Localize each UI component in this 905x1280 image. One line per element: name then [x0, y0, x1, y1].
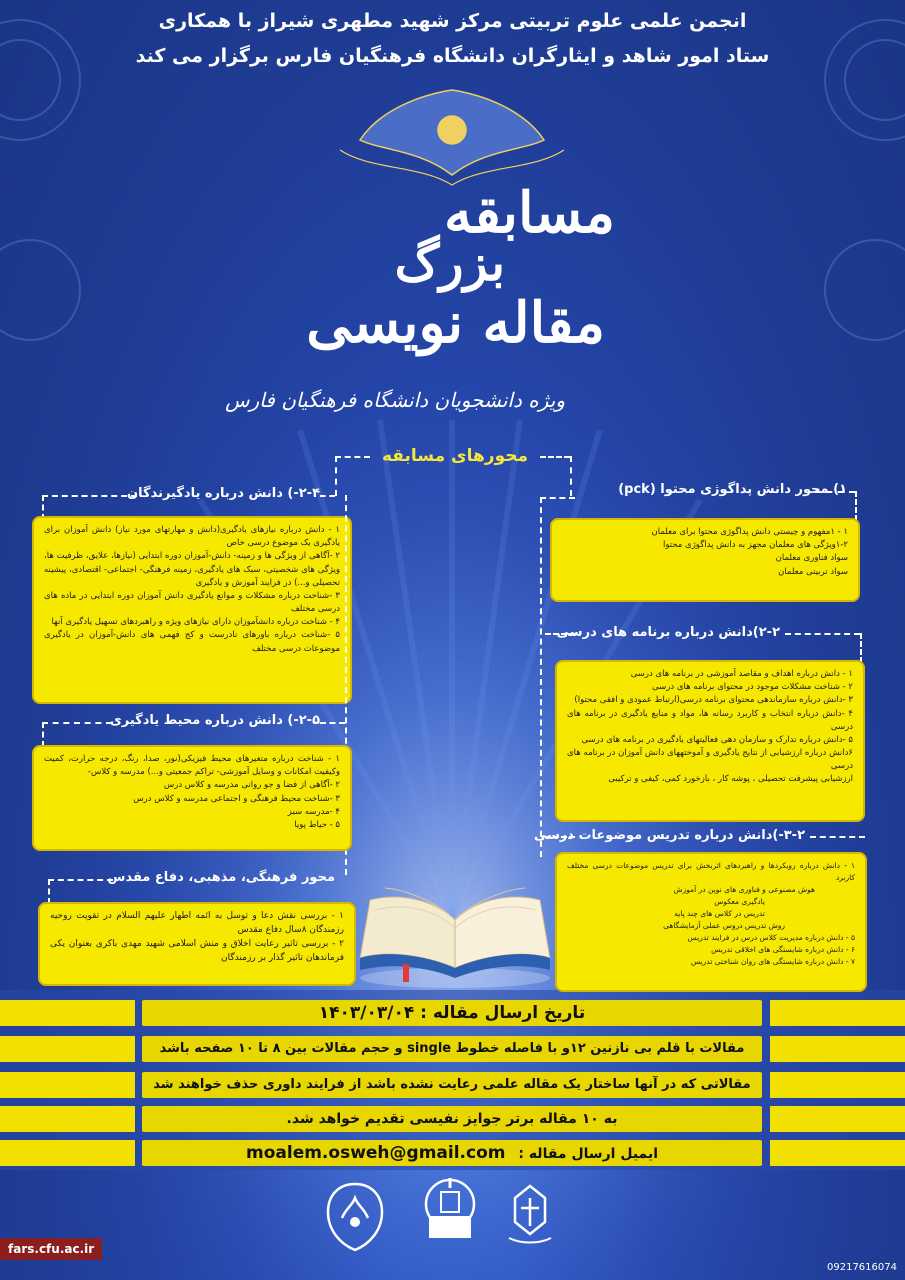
structure-bar: مقالاتی که در آنها ساختار یک مقاله علمی رعایت نشده باشد از فرایند داوری حذف خواهند شد — [142, 1072, 762, 1098]
curriculum-item: ۳ -دانش درباره سازماندهی محتوای برنامه درسی(ارتباط عمودی و افقی محتوا) — [574, 695, 853, 706]
environment-item: ۵ - حیاط پویا — [294, 819, 340, 830]
curriculum-item: ۶دانش درباره ارزشیابی از نتایج یادگیری و آموختههای دانش آموزان در برنامه های درسی — [567, 748, 853, 772]
curriculum-item: ۵ -دانش درباره تدارک و سازمان دهی فعالیتهای یادگیری در برنامه های درسی — [581, 734, 853, 745]
prizes-bar: به ۱۰ مقاله برتر جوایز نفیسی تقدیم خواهد شد. — [142, 1106, 762, 1132]
section-title-culture: محور فرهنگی، مذهبی، دفاع مقدس — [107, 870, 335, 885]
connector-line — [42, 722, 44, 747]
connector-line — [335, 456, 337, 496]
format-bar: مقالات با قلم بی نازنین ۱۲و با فاصله خطوط single و حجم مقالات بین ۸ تا ۱۰ صفحه باشد — [142, 1036, 762, 1062]
connector-line — [545, 633, 575, 635]
bar-side — [0, 1000, 135, 1026]
farhangian-university-logo — [495, 1178, 565, 1256]
organizer-line-2: ستاد امور شاهد و ایثارگران دانشگاه فرهنگیان فارس برگزار می کند — [135, 45, 770, 67]
teaching-item: یادگیری معکوس — [714, 897, 765, 906]
teaching-item: روش تدریس دروس عملی آزمایشگاهی — [663, 921, 785, 930]
email-bar — [142, 1140, 762, 1166]
website-badge[interactable]: fars.cfu.ac.ir — [0, 1238, 102, 1260]
connector-line — [815, 491, 855, 493]
connector-line — [810, 836, 865, 838]
section-title-learners: ۲-۴-) دانش درباره یادگیرندگان — [127, 486, 320, 501]
deadline-bar: تاریخ ارسال مقاله : ۱۴۰۳/۰۳/۰۴ — [142, 1000, 762, 1026]
curriculum-item: ارزشیابی پیشرفت تحصیلی ، پوشه کار ، بازخورد کمی، کیفی و ترکیبی — [608, 774, 853, 785]
bar-side — [0, 1140, 135, 1166]
connector-line — [320, 722, 345, 724]
teaching-item: ۱ - دانش درباره رویکردها و راهبردهای اثربخش برای تدریس موضوعات درسی مختلف کاربرد — [567, 861, 855, 882]
connector-line — [540, 497, 575, 499]
box-learners — [32, 516, 352, 704]
email-label: ایمیل ارسال مقاله : — [518, 1146, 658, 1162]
teaching-item: ۶ - دانش درباره شایستگی های اخلاقی تدریس — [711, 945, 855, 954]
contact-phone: 09217616074 — [827, 1262, 897, 1273]
bar-side — [0, 1072, 135, 1098]
pck-item: سواد فناوری معلمان — [775, 553, 848, 564]
culture-item: ۱ - بررسی نقش دعا و توسل به ائمه اطهار علیهم السلام در تقویت روحیه رزمندگان ۸سال دفاع مقدس — [50, 911, 344, 935]
pck-item: سواد تربیتی معلمان — [778, 566, 848, 577]
teaching-item: هوش مصنوعی و فناوری های نوین در آموزش — [673, 885, 815, 894]
shahed-isargaran-logo — [320, 1178, 390, 1256]
section-title-teaching: ۳-۲-)دانش درباره تدریس موضوعات درسی — [533, 828, 805, 843]
open-book-icon — [355, 880, 555, 990]
connector-line — [42, 495, 137, 497]
box-curriculum — [555, 660, 865, 822]
connector-line — [570, 456, 572, 496]
box-teaching — [555, 852, 867, 992]
bar-side — [0, 1106, 135, 1132]
environment-item: ۲ -آگاهی از فضا و جو روانی مدرسه و کلاس درس — [163, 780, 340, 791]
organizer-line-1: انجمن علمی علوم تربیتی مرکز شهید مطهری شیراز با همکاری — [158, 10, 747, 32]
connector-line — [540, 497, 542, 857]
curriculum-item: ۱ - دانش درباره اهداف و مقاصد آموزشی در برنامه های درسی — [630, 669, 853, 679]
connector-line — [855, 491, 857, 521]
title-word-essay-writing: مقاله نویسی — [306, 290, 605, 356]
learners-item: ۱ - دانش درباره نیازهای یادگیری(دانش و مهارتهای مورد نیاز) دانش آموزان برای یادگیری یک موضوع درسی خاص — [44, 525, 340, 549]
subtitle: ویژه دانشجویان دانشگاه فرهنگیان فارس — [225, 388, 565, 412]
section-title-pck: ۱) محور دانش پداگوژی محتوا (pck) — [618, 482, 847, 497]
anjoman-elmi-logo — [415, 1172, 485, 1250]
pck-item: ۱ - ۱مفهوم و چیستی دانش پداگوژی محتوا برای معلمان — [651, 527, 848, 537]
connector-line — [42, 722, 112, 724]
bar-side — [0, 1036, 135, 1062]
section-title-curriculum: ۲-۲)دانش درباره برنامه های درسی — [556, 625, 780, 640]
connector-line — [48, 879, 50, 904]
environment-item: ۴ -مدرسه سبز — [287, 806, 340, 817]
connector-line — [335, 456, 370, 458]
title-word-big: بزرگ — [394, 233, 505, 292]
box-pck — [550, 518, 860, 602]
connector-line — [540, 456, 570, 458]
teaching-item: ۵ - دانش درباره مدیریت کلاس درس در فرایند تدریس — [687, 933, 855, 942]
teaching-item: ۷ - دانش درباره شایستگی های روان شناختی تدریس — [691, 957, 855, 966]
competition-axes-title: محورهای مسابقه — [381, 446, 529, 466]
learners-item: ۳ -شناخت درباره مشکلات و موانع یادگیری دانش آموزان دوره ابتدایی در ماده های درسی مختلف — [44, 590, 340, 615]
bar-side — [770, 1000, 905, 1026]
title-word-competition: مسابقه — [444, 180, 615, 246]
connector-line — [545, 836, 575, 838]
connector-line — [785, 633, 860, 635]
environment-item: ۱ - شناخت درباره متغیرهای محیط فیزیکی(نور، صدا، رنگ، درجه حرارت، کمیت وکیفیت امکانات و وسایل آموزشی- تراکم جمعیتی و...) مدرسه و کلاس- — [44, 754, 340, 778]
bar-side — [770, 1106, 905, 1132]
pck-item: ۱-۲ویژگی های معلمان مجهز به دانش پداگوژی محتوا — [662, 540, 848, 551]
learners-item: ۵ -شناخت درباره باورهای نادرست و کج فهمی های دانش-آموزان در یادگیری موضوعات درسی مختلف — [44, 630, 340, 654]
teaching-item: تدریس در کلاس های چند پایه — [674, 909, 765, 918]
section-title-environment: ۲-۵-) دانش درباره محیط یادگیری — [109, 713, 320, 728]
curriculum-item: ۲ - شناخت مشکلات موجود در محتوای برنامه های درسی — [652, 682, 853, 693]
environment-item: ۳ -شناخت محیط فرهنگی و اجتماعی مدرسه و کلاس درس — [133, 793, 340, 804]
bar-side — [770, 1072, 905, 1098]
learners-item: ۴ - شناخت درباره دانشآموزان دارای نیازهای ویژه و راهبردهای تسهیل یادگیری آنها — [51, 617, 340, 628]
box-culture — [38, 902, 356, 986]
box-environment — [32, 745, 352, 851]
connector-line — [860, 633, 862, 663]
email-address[interactable]: moalem.osweh@gmail.com — [246, 1143, 506, 1163]
culture-item: ۲ - بررسی تاثیر رعایت اخلاق و منش اسلامی شهید مهدی باکری بعنوان یکی فرماندهان تاثیر گذار بر رزمندگان — [50, 938, 344, 963]
connector-line — [320, 495, 335, 497]
curriculum-item: ۴ -دانش درباره انتخاب و کاربرد رسانه ها، مواد و منابع یادگیری در برنامه های درسی — [567, 708, 853, 732]
connector-line — [48, 879, 113, 881]
learners-item: ۲ -آگاهی از ویژگی ها و زمینه- دانش-آموزان دوره ابتدایی (نیازها، علایق، ظرفیت ها، ویژگی های شخصیتی، سبک های یادگیری، زمینه فرهنگی- اجتماعی- اقتصادی، پیشینه تحصیلی و...) در فرایند آموزش و یادگیری — [44, 551, 340, 588]
bar-side — [770, 1140, 905, 1166]
bar-side — [770, 1036, 905, 1062]
